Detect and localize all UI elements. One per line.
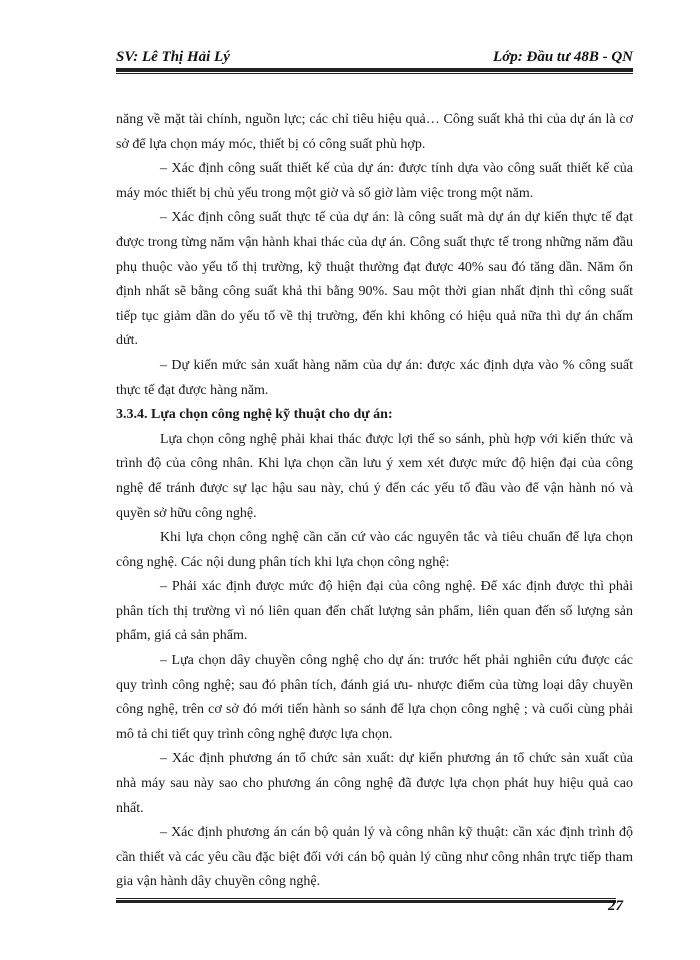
paragraph: – Phải xác định được mức độ hiện đại của công nghệ. Để xác định được thì phải phân tích thị trường vì nó liên quan đến chất lượng sản phẩm, liên quan đến số lượng sản phẩm, giá cả sản phẩm. [116, 579, 633, 644]
paragraph: – Xác định phương án cán bộ quản lý và công nhân kỹ thuật: cần xác định trình độ cần thiết và các yêu cầu đặc biệt đối với cán bộ quản lý cũng như công nhân trực tiếp tham gia vận hành dây chuyền công nghệ. [116, 825, 633, 890]
paragraph: – Xác định phương án tổ chức sản xuất: dự kiến phương án tổ chức sản xuất của nhà máy sau này sao cho phương án công nghệ đã được lựa chọn phát huy hiệu quả cao nhất. [116, 751, 633, 816]
header-rule [116, 68, 633, 74]
page-body [116, 108, 633, 895]
paragraph: – Xác định công suất thiết kế của dự án: được tính dựa vào công suất thiết kế của máy móc thiết bị chủ yếu trong một giờ và số giờ làm việc trong một năm. [116, 161, 633, 201]
student-name: SV: Lê Thị Hải Lý [116, 49, 230, 65]
class-name: Lớp: Đầu tư 48B - QN [493, 49, 633, 65]
footer-rule [116, 898, 616, 903]
paragraph: – Xác định công suất thực tế của dự án: là công suất mà dự án dự kiến thực tế đạt được trong từng năm vận hành khai thác của dự án. Công suất thực tế trong những năm đầu phụ thuộc vào yếu tố thị trường, kỹ thuật thường đạt được 40% sau đó tăng dần. Năm ổn định nhất sẽ bằng công suất khả thi bằng 90%. Sau một thời gian nhất định thì công suất tiếp tục giảm dần do yếu tố về thị trường, đến khi không có hiệu quả nữa thì dự án chấm dứt. [116, 210, 633, 349]
paragraph: Lựa chọn công nghệ phải khai thác được lợi thế so sánh, phù hợp với kiến thức và trình độ của công nhân. Khi lựa chọn cần lưu ý xem xét được mức độ hiện đại của công nghệ để tránh được sự lạc hậu sau này, chú ý đến các yếu tố đầu vào để vận hành nó và quyền sở hữu công nghệ. [116, 431, 633, 521]
section-heading: 3.3.4. Lựa chọn công nghệ kỹ thuật cho dự án: [116, 407, 393, 423]
paragraph: – Lựa chọn dây chuyền công nghệ cho dự án: trước hết phải nghiên cứu được các quy trình công nghệ; sau đó phân tích, đánh giá ưu- nhược điểm của từng loại dây chuyền công nghệ, trên cơ sở đó mới tiến hành so sánh để lựa chọn công nghệ ; và cuối cùng phải mô tả chi tiết quy trình công nghệ được lựa chọn. [116, 653, 633, 742]
page-header [116, 40, 633, 66]
paragraph: năng về mặt tài chính, nguồn lực; các chỉ tiêu hiệu quả… Công suất khả thi của dự án là cơ sở để lựa chọn máy móc, thiết bị có công suất phù hợp. [116, 112, 633, 152]
paragraph: – Dự kiến mức sản xuất hàng năm của dự án: được xác định dựa vào % công suất thực tế đạt được hàng năm. [116, 357, 633, 398]
page-number: 27 [608, 898, 623, 914]
paragraph: Khi lựa chọn công nghệ cần căn cứ vào các nguyên tắc và tiêu chuẩn để lựa chọn công nghệ. Các nội dung phân tích khi lựa chọn công nghệ: [116, 530, 633, 570]
